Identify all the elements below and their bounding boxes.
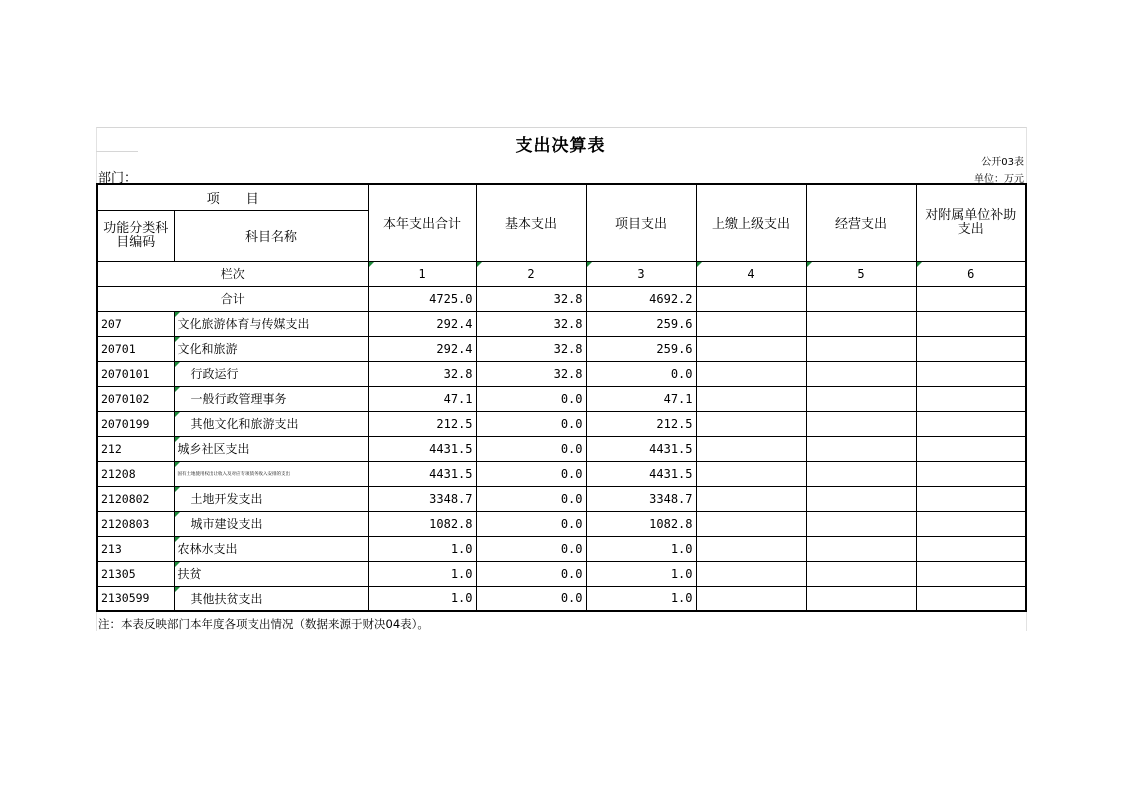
row-value: 0.0 [476,561,586,586]
header-col-2: 基本支出 [476,184,586,261]
row-value: 32.8 [368,361,476,386]
table-note: 注：本表反映部门本年度各项支出情况（数据来源于财决04表）。 [98,617,429,631]
row-value [916,386,1026,411]
row-value: 0.0 [476,486,586,511]
row-value: 1.0 [586,561,696,586]
row-value: 292.4 [368,336,476,361]
row-value: 0.0 [476,461,586,486]
table-row [97,586,1026,611]
row-value: 3348.7 [586,486,696,511]
index-label: 栏次 [97,261,368,286]
row-value: 0.0 [476,511,586,536]
row-code: 2070199 [97,411,174,436]
header-project: 项 目 [97,184,368,210]
row-value [916,511,1026,536]
total-value: 4725.0 [368,286,476,311]
table-row [97,561,1026,586]
row-value: 3348.7 [368,486,476,511]
row-value [916,586,1026,611]
row-value: 0.0 [476,436,586,461]
row-name: 城市建设支出 [174,511,368,536]
row-code: 2070102 [97,386,174,411]
row-code: 212 [97,436,174,461]
row-value: 1.0 [368,536,476,561]
row-value: 47.1 [368,386,476,411]
row-value [696,511,806,536]
row-value: 292.4 [368,311,476,336]
row-code: 20701 [97,336,174,361]
page-title: 支出决算表 [515,136,606,156]
row-value: 4431.5 [368,461,476,486]
row-name: 其他文化和旅游支出 [174,411,368,436]
row-code: 2070101 [97,361,174,386]
row-code: 2130599 [97,586,174,611]
row-value [916,486,1026,511]
row-value [696,536,806,561]
table-row [97,461,1026,486]
total-value [806,286,916,311]
header-code: 功能分类科目编码 [97,210,174,261]
row-value [806,361,916,386]
row-value [916,536,1026,561]
total-row [97,286,1026,311]
row-value [806,536,916,561]
row-value: 1.0 [368,586,476,611]
total-value [696,286,806,311]
row-value [806,436,916,461]
row-value: 259.6 [586,311,696,336]
table-row [97,511,1026,536]
row-code: 207 [97,311,174,336]
row-value: 4431.5 [368,436,476,461]
row-value [696,311,806,336]
form-number: 公开03表 [981,157,1024,168]
row-value [806,461,916,486]
total-value: 4692.2 [586,286,696,311]
row-value: 0.0 [476,536,586,561]
row-name: 行政运行 [174,361,368,386]
row-name: 其他扶贫支出 [174,586,368,611]
row-code: 21208 [97,461,174,486]
row-value: 1082.8 [586,511,696,536]
row-value: 0.0 [476,411,586,436]
expenditure-table [96,183,1027,612]
index-num: 1 [368,261,476,286]
total-label: 合计 [97,286,368,311]
row-value [696,411,806,436]
row-value [696,336,806,361]
table-row [97,311,1026,336]
index-num: 5 [806,261,916,286]
header-name: 科目名称 [174,210,368,261]
row-code: 2120803 [97,511,174,536]
row-name: 城乡社区支出 [174,436,368,461]
header-col-1: 本年支出合计 [368,184,476,261]
row-value: 1.0 [368,561,476,586]
row-code: 2120802 [97,486,174,511]
index-num: 6 [916,261,1026,286]
table-row [97,436,1026,461]
index-num: 4 [696,261,806,286]
row-value: 1082.8 [368,511,476,536]
row-value [806,561,916,586]
row-value: 0.0 [476,586,586,611]
row-value [696,586,806,611]
row-value [696,486,806,511]
row-value [806,586,916,611]
table-row [97,486,1026,511]
row-code: 213 [97,536,174,561]
row-name: 土地开发支出 [174,486,368,511]
row-name: 扶贫 [174,561,368,586]
row-value [916,561,1026,586]
row-name: 文化旅游体育与传媒支出 [174,311,368,336]
row-value: 1.0 [586,536,696,561]
header-col-5: 经营支出 [806,184,916,261]
row-value [916,461,1026,486]
row-value [916,411,1026,436]
row-value [806,411,916,436]
row-value: 0.0 [586,361,696,386]
index-num: 3 [586,261,696,286]
table-row [97,411,1026,436]
row-name: 文化和旅游 [174,336,368,361]
row-value: 1.0 [586,586,696,611]
row-value [806,311,916,336]
row-value [806,386,916,411]
row-value: 212.5 [368,411,476,436]
row-value [806,336,916,361]
row-value: 32.8 [476,336,586,361]
row-value [696,386,806,411]
header-col-6: 对附属单位补助支出 [916,184,1026,261]
row-value: 4431.5 [586,461,696,486]
header-col-4: 上缴上级支出 [696,184,806,261]
row-value: 4431.5 [586,436,696,461]
row-name: 一般行政管理事务 [174,386,368,411]
row-name: 农林水支出 [174,536,368,561]
row-value [696,361,806,386]
row-name: 国有土地使用权出让收入及对应专项债务收入安排的支出 [174,461,368,486]
row-value: 0.0 [476,386,586,411]
row-code: 21305 [97,561,174,586]
row-value [696,436,806,461]
row-value [916,361,1026,386]
row-value: 212.5 [586,411,696,436]
row-value: 32.8 [476,311,586,336]
total-value [916,286,1026,311]
table-row [97,361,1026,386]
index-num: 2 [476,261,586,286]
header-col-3: 项目支出 [586,184,696,261]
row-value [696,461,806,486]
department-label: 部门： [98,171,138,186]
row-value: 32.8 [476,361,586,386]
row-value [916,311,1026,336]
index-row [97,261,1026,286]
row-value [806,511,916,536]
table-row [97,336,1026,361]
row-value [806,486,916,511]
unit-label: 单位：万元 [974,174,1024,185]
table-row [97,386,1026,411]
total-value: 32.8 [476,286,586,311]
row-value [916,436,1026,461]
row-value [916,336,1026,361]
row-value [696,561,806,586]
table-row [97,536,1026,561]
row-value: 47.1 [586,386,696,411]
row-value: 259.6 [586,336,696,361]
